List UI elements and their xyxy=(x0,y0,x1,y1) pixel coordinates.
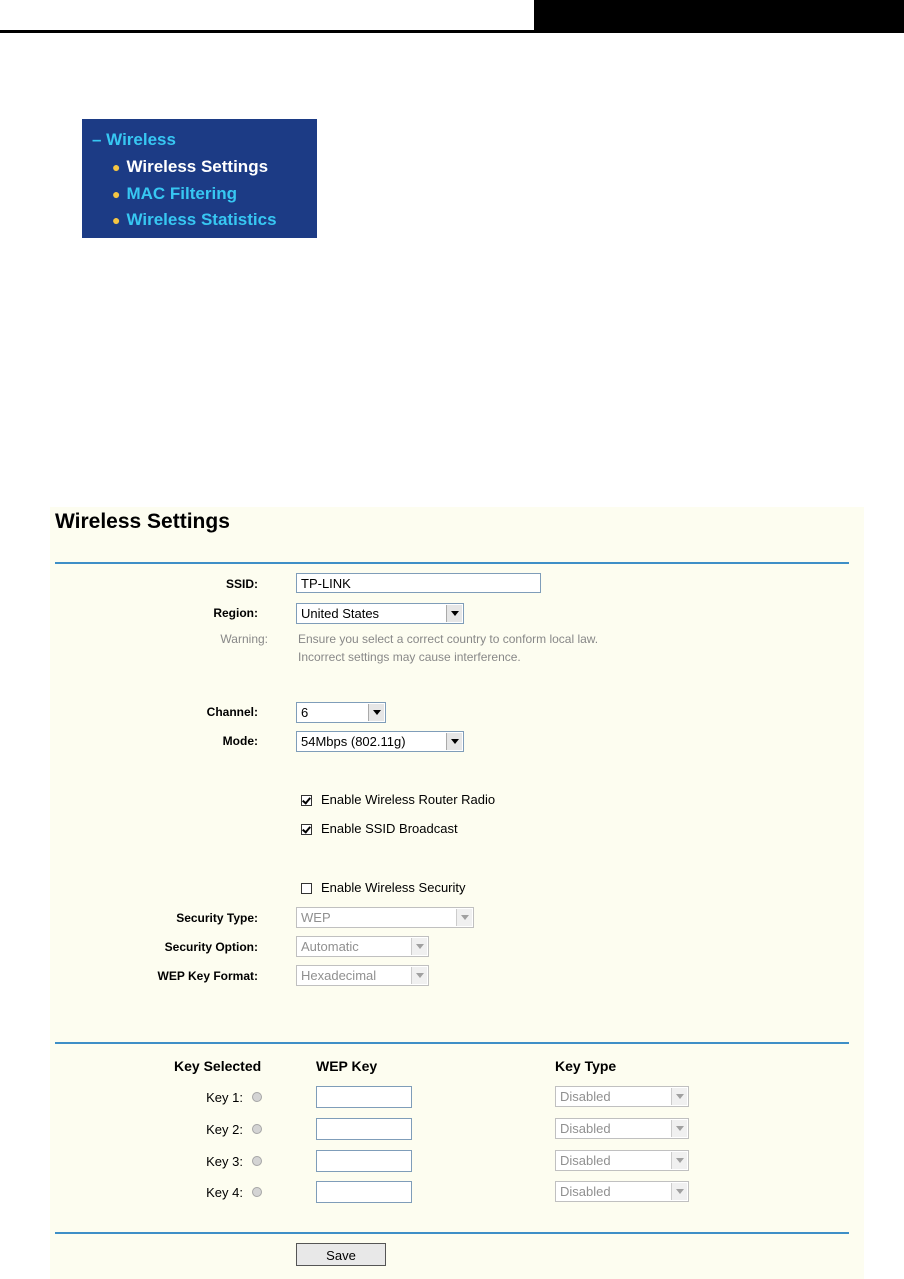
menu-item-wireless-settings[interactable] xyxy=(112,156,268,178)
key-2-label: Key 2: xyxy=(206,1122,243,1137)
security-type-value: WEP xyxy=(301,910,331,925)
bullet-icon: ● xyxy=(112,212,121,228)
region-label: Region: xyxy=(213,606,258,620)
menu-item-wireless-statistics[interactable] xyxy=(112,209,277,231)
ssid-input[interactable] xyxy=(296,573,541,593)
warning-text-line1: Ensure you select a correct country to conform local law. xyxy=(298,632,599,646)
header-bar xyxy=(534,0,904,30)
mode-select[interactable] xyxy=(296,731,464,752)
channel-value: 6 xyxy=(301,705,309,720)
key-4-input[interactable] xyxy=(316,1181,412,1203)
chevron-down-icon[interactable] xyxy=(456,909,472,926)
column-header-wep-key: WEP Key xyxy=(316,1058,378,1074)
ssid-label: SSID: xyxy=(225,577,258,591)
chevron-down-icon[interactable] xyxy=(671,1152,687,1169)
divider xyxy=(55,1232,849,1234)
warning-label: Warning: xyxy=(220,632,268,646)
menu-header-wireless[interactable]: – Wireless xyxy=(92,130,176,149)
key-3-label: Key 3: xyxy=(206,1154,243,1169)
mode-value: 54Mbps (802.11g) xyxy=(301,734,406,749)
channel-label: Channel: xyxy=(206,705,258,719)
security-option-label: Security Option: xyxy=(164,940,258,954)
column-header-key-selected: Key Selected xyxy=(174,1058,262,1074)
chevron-down-icon[interactable] xyxy=(411,967,427,984)
wep-key-format-value: Hexadecimal xyxy=(301,968,377,983)
key-4-radio[interactable] xyxy=(252,1187,262,1197)
key-3-type-value: Disabled xyxy=(560,1153,611,1168)
bullet-icon: ● xyxy=(112,159,121,175)
key-1-type-value: Disabled xyxy=(560,1089,611,1104)
key-1-label: Key 1: xyxy=(206,1090,243,1105)
key-1-radio[interactable] xyxy=(252,1092,262,1102)
chevron-down-icon[interactable] xyxy=(671,1120,687,1137)
security-option-select[interactable] xyxy=(296,936,429,957)
menu-item-label: Wireless Statistics xyxy=(126,210,277,229)
divider xyxy=(55,562,849,564)
key-2-radio[interactable] xyxy=(252,1124,262,1134)
divider xyxy=(55,1042,849,1044)
column-header-key-type: Key Type xyxy=(555,1058,617,1074)
chevron-down-icon[interactable] xyxy=(446,733,462,750)
enable-ssid-broadcast-label: Enable SSID Broadcast xyxy=(321,821,458,836)
wep-key-format-label: WEP Key Format: xyxy=(157,969,258,983)
mode-label: Mode: xyxy=(222,734,258,748)
page-title: Wireless Settings xyxy=(55,510,230,533)
wireless-menu xyxy=(82,119,317,238)
key-2-input[interactable] xyxy=(316,1118,412,1140)
chevron-down-icon[interactable] xyxy=(671,1088,687,1105)
menu-item-label: MAC Filtering xyxy=(126,184,237,203)
header-rule xyxy=(0,30,904,33)
key-1-input[interactable] xyxy=(316,1086,412,1108)
save-button[interactable]: Save xyxy=(296,1243,386,1266)
enable-security-checkbox[interactable] xyxy=(301,883,312,894)
menu-item-mac-filtering[interactable] xyxy=(112,183,237,205)
key-2-type-select[interactable] xyxy=(555,1118,689,1139)
key-4-type-value: Disabled xyxy=(560,1184,611,1199)
region-select[interactable] xyxy=(296,603,464,624)
key-3-input[interactable] xyxy=(316,1150,412,1172)
menu-item-label: Wireless Settings xyxy=(126,157,269,176)
chevron-down-icon[interactable] xyxy=(411,938,427,955)
enable-security-label: Enable Wireless Security xyxy=(321,880,466,895)
enable-radio-checkbox[interactable] xyxy=(301,795,312,806)
chevron-down-icon[interactable] xyxy=(671,1183,687,1200)
key-3-radio[interactable] xyxy=(252,1156,262,1166)
key-4-type-select[interactable] xyxy=(555,1181,689,1202)
security-option-value: Automatic xyxy=(301,939,359,954)
key-1-type-select[interactable] xyxy=(555,1086,689,1107)
chevron-down-icon[interactable] xyxy=(446,605,462,622)
key-3-type-select[interactable] xyxy=(555,1150,689,1171)
enable-ssid-broadcast-checkbox[interactable] xyxy=(301,824,312,835)
key-2-type-value: Disabled xyxy=(560,1121,611,1136)
key-4-label: Key 4: xyxy=(206,1185,243,1200)
security-type-select[interactable] xyxy=(296,907,474,928)
wep-key-format-select[interactable] xyxy=(296,965,429,986)
chevron-down-icon[interactable] xyxy=(368,704,384,721)
channel-select[interactable] xyxy=(296,702,386,723)
enable-radio-label: Enable Wireless Router Radio xyxy=(321,792,496,807)
security-type-label: Security Type: xyxy=(176,911,258,925)
bullet-icon: ● xyxy=(112,186,121,202)
region-value: United States xyxy=(301,606,380,621)
warning-text-line2: Incorrect settings may cause interference. xyxy=(298,650,521,664)
